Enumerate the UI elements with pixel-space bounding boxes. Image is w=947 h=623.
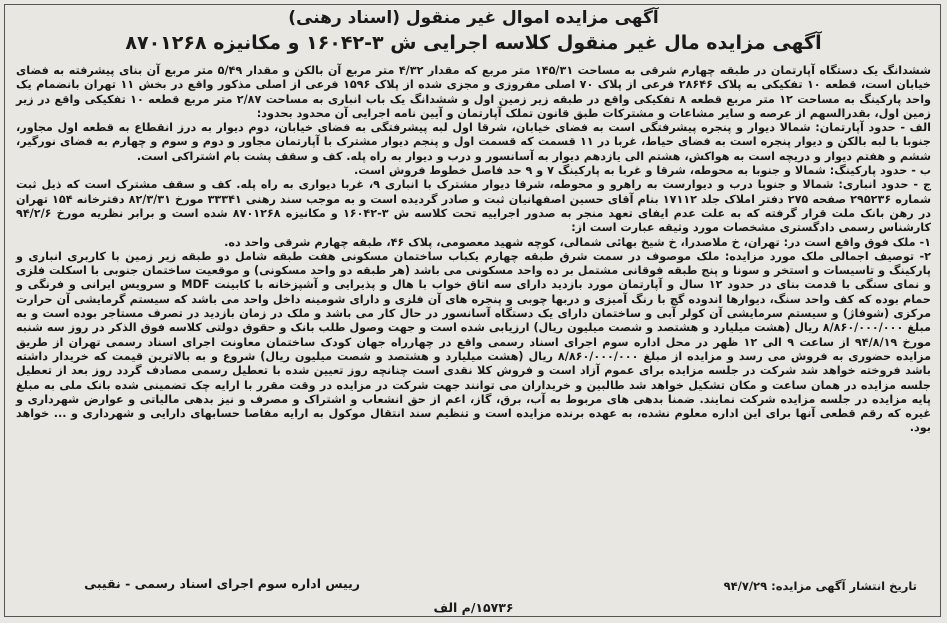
notice-code: ۱۵۷۳۶/م الف [433,600,514,615]
notice-subtitle: آگهی مزایده مال غیر منقول کلاسه اجرایی ش ۳-۱۶۰۴۲ و مکانیزه ۸۷۰۱۲۶۸ [125,32,822,54]
paragraph-description: ۲- توصیف اجمالی ملک مورد مزایده: ملک موصوف در سمت شرق طبقه چهارم یکباب ساختمان مسکونی هفت طبقه شامل دو طبقه زیر زمین با کاربری انباری و پارکینگ و تاسیسات و استخر و سونا و پنج طبقه فوقانی مشتمل بر ده واحد مسکونی می باشد (هر طبقه دو واحد مسکونی) و موقعیت ساختمان جنوبی با اسکلت فلزی و نمای سنگی با قدمت بنای در حدود ۱۲ سال و آپارتمان مورد بازدید دارای سه اتاق خواب با هال و پذیرایی و آشپزخانه با کابینت MDF و سرویس ایرانی و فرنگی و حمام بوده که کف واحد سنگ، دیوارها اندوده گچ با رنگ آمیزی و دربها چوبی و پنجره های آن فلزی و دارای شومینه داخل واحد می باشد که سیستم گرمایشی آن حرارت مرکزی (شوفاژ) و سیستم سرمایشی آن کولر آبی و ساختمان دارای یک دستگاه آسانسور در حال کار می باشد و ملک در زمان بازدید در تصرف مستاجر بوده است و به مبلغ ۸/۸۶۰/۰۰۰/۰۰۰ ریال (هشت میلیارد و هشتصد و شصت میلیون ریال) ارزیابی شده است و جهت وصول طلب بانک و حقوق دولتی کلاسه فوق الذکر در روز سه شنبه مورخ ۹۴/۸/۱۹ از ساعت ۹ الی ۱۲ ظهر در محل اداره سوم اجرای اسناد رسمی واقع در چهارراه جهان کودک ساختمان معاونت اجرای اسناد رسمی تهران از طریق مزایده حضوری به فروش می رسد و مزایده از مبلغ ۸/۸۶۰/۰۰۰/۰۰۰ ریال (هشت میلیارد و هشتصد و شصت میلیون ریال) شروع و به بالاترین قیمت که خریدار داشته باشد فروخته خواهد شد شرکت در جلسه مزایده برای عموم آزاد است و فروش کلا نقدی است چنانچه روز تعیین شده با تعطیل رسمی مصادف گردد روز بعد از تعطیل جلسه مزایده در همان ساعت و مکان تشکیل خواهد شد طالبین و خریداران می توانند جهت شرکت در مزایده در وقت مقرر با ارایه چک تضمینی شده بانک ملی به مبلغ پایه مزایده در جلسه مزایده شرکت نمایند. ضمنا بدهی های مربوط به آب، برق، گاز، اعم از حق انشعاب و اشتراک و مصرف و نیز بدهی مالیاتی و عوارض شهرداری و غیره که رقم قطعی آنها برای این اداره معلوم نشده، به عهده برنده مزایده است و تنظیم سند انتقال موکول به ارایه مفاصا حسابهای دارایی و شهرداری و ... خواهد بود. [16,249,931,435]
notice-title: آگهی مزایده اموال غیر منقول (اسناد رهنی) [288,8,659,28]
paragraph-parking-bounds: ب - حدود پارکینگ: شمالا و جنوبا به محوطه، شرقا و غربا به پارکینگ ۷ و ۹ حد فاصل خطوط فروش است. [354,164,931,178]
signature: رییس اداره سوم اجرای اسناد رسمی - نقیبی [84,576,360,591]
paragraph-apartment-bounds: الف - حدود آپارتمان: شمالا دیوار و پنجره پیشرفتگی است به فضای خیابان، شرقا اول لبه پیشرفتگی به فضای خیابان، دوم دیوار به درز انقطاع به قطعه اول مجاور، جنوبا با لبه بالکن و دیوار پنجره است به فضای حیاط، غربا در ۱۱ قسمت که قسمت اول و پنجم دیوار مشترک با آپارتمان مجاور و دوم و سوم و چهارم به فضای نورگیر، ششم و هفتم دیوار و دریچه است به هواکش، هشتم الی یازدهم دیوار به آسانسور و درب و دیوار به راه پله. کف و سقف پشت بام اشتراکی است. [16,121,931,163]
paragraph-storage-bounds: ج - حدود انباری: شمالا و جنوبا درب و دیوارست به راهرو و محوطه، شرقا دیوار مشترک با انباری ۹، غربا دیواری به راه پله. کف و سقف مشترک است که ذیل ثبت شماره ۲۹۵۲۳۶ صفحه ۲۷۵ دفتر املاک جلد ۱۷۱۱۲ بنام آقای حسین اصفهانیان ثبت و صادر گردیده است و به موجب سند رهنی ۳۳۳۴۱ مورخ ۸۲/۳/۳۱ دفترخانه ۱۵۴ تهران در رهن بانک ملت قرار گرفته که به علت عدم ایفای تعهد منجر به صدور اجراییه تحت کلاسه ش ۳-۱۶۰۴۲ و مکانیزه ۸۷۰۱۲۶۸ شده است و برابر نظریه مورخ ۹۴/۲/۶ کارشناس رسمی دادگستری مشخصات مورد وثیقه عبارت است از: [16,178,932,235]
publish-date: تاریخ انتشار آگهی مزایده: ۹۴/۷/۲۹ [723,579,917,593]
paragraph-address: ۱- ملک فوق واقع است در: تهران، خ ملاصدرا، خ شیخ بهائی شمالی، کوچه شهید معصومی، پلاک ۴۶، طبقه چهارم شرقی واحد ده. [224,235,931,249]
paragraph-property: ششدانگ یک دستگاه آپارتمان در طبقه چهارم شرقی به مساحت ۱۴۵/۳۱ متر مربع که مقدار ۴/۳۲ متر مربع آن بالکن و مقدار ۵/۴۹ متر مربع آن بنای پیشرفته به فضای خیابان است، قطعه ۱۰ تفکیکی به پلاک ۲۸۶۴۶ فرعی از پلاک ۷۰ اصلی مفروزی و مجزی شده از پلاک ۱۵۹۶ فرعی از اصلی مذکور واقع در بخش ۱۱ تهران بانضمام یک واحد پارکینگ به مساحت ۱۲ متر مربع قطعه ۸ تفکیکی واقع در طبقه زیر زمین اول و ششدانگ یک باب انباری به مساحت ۲/۸۷ متر مربع قطعه ۱۰ تفکیکی واقع در زیر زمین اول، بقدرالسهم از عرصه و سایر مشاعات و مشترکات طبق قانون تملک آپارتمان و آیین نامه اجرایی آن محدود بحدود: [16,64,931,120]
notice-body [16,64,931,436]
